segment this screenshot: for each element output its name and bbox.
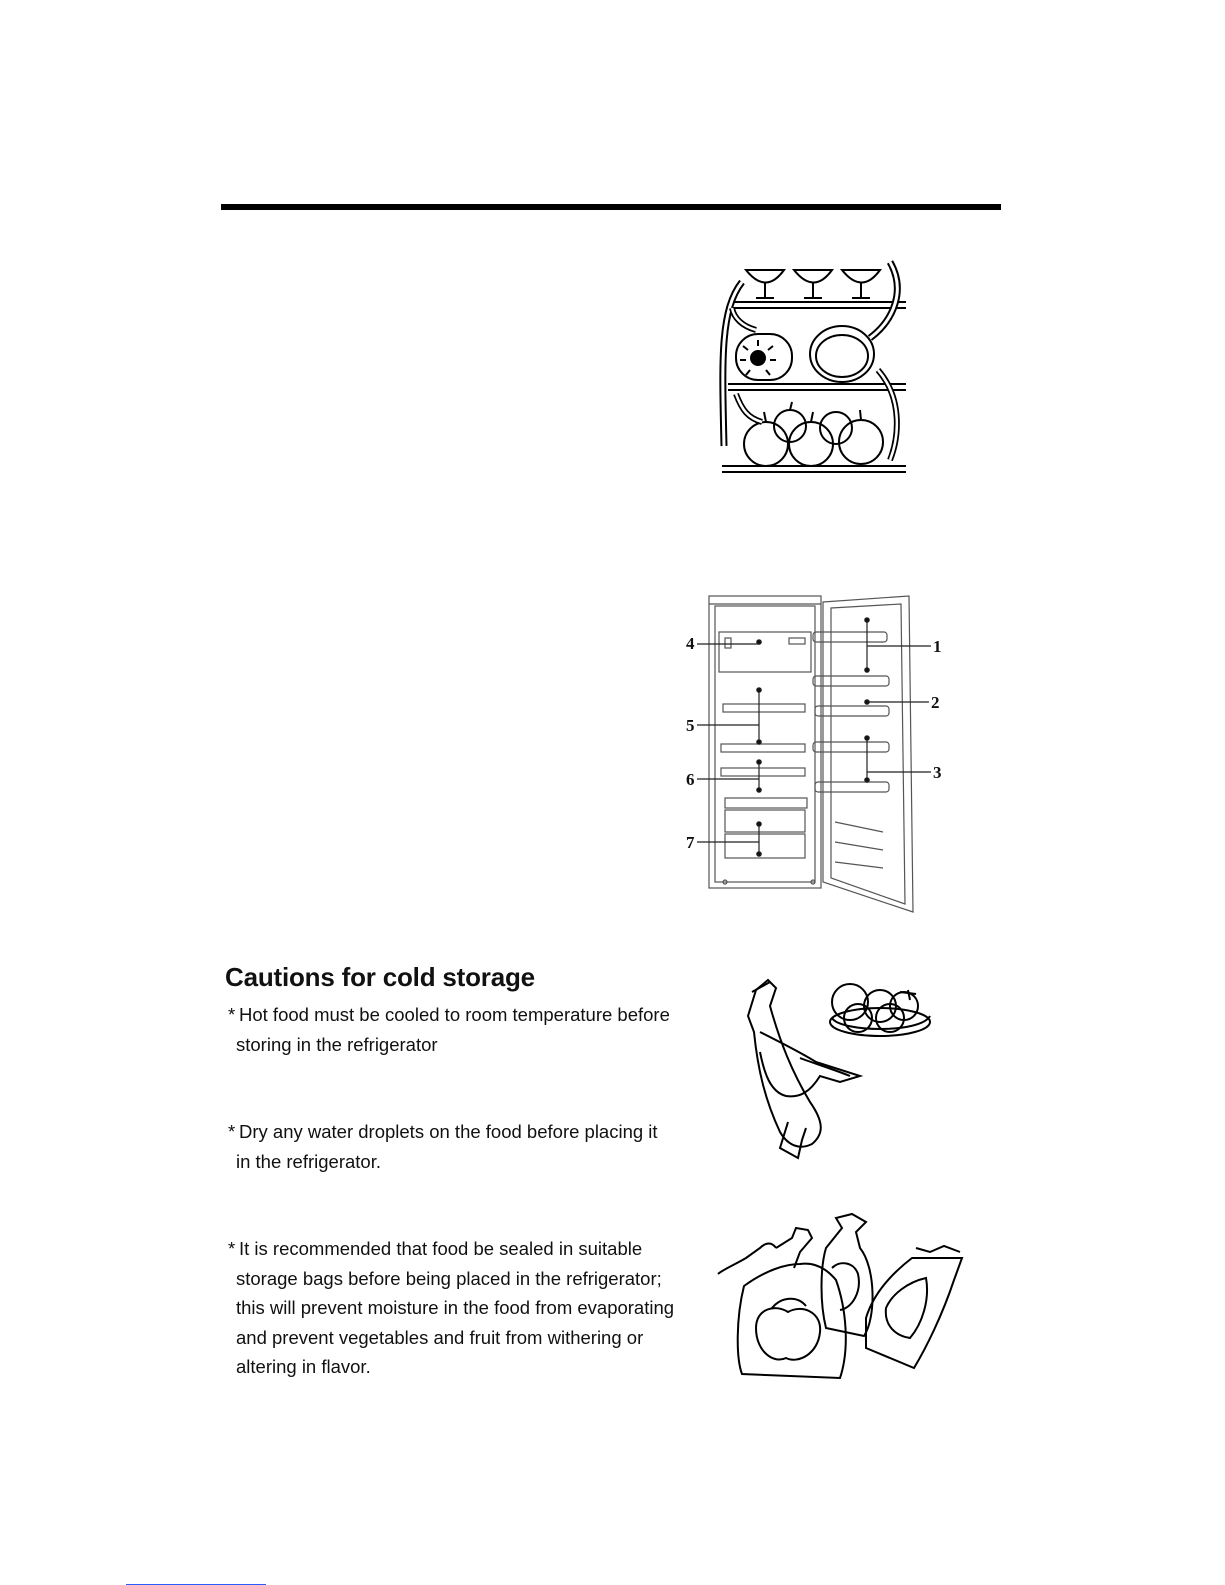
caution-line: Dry any water droplets on the food before placing it [239,1121,658,1142]
bullet: * [228,1121,236,1142]
bullet: * [228,1238,236,1259]
callout-7: 7 [686,833,695,852]
callout-5: 5 [686,716,695,735]
caution-line: in the refrigerator. [236,1150,381,1172]
caution-item-storage-bags [228,1234,698,1382]
caution-line: It is recommended that food be sealed in suitable [239,1238,643,1259]
top-rule [221,204,1001,210]
callout-2: 2 [931,693,940,712]
caution-line: storing in the refrigerator [236,1033,438,1055]
caution-line: storage bags before being placed in the refrigerator; [236,1267,662,1289]
callout-4: 4 [686,634,695,653]
air-circulation-illustration [718,250,918,482]
callout-1: 1 [933,637,942,656]
caution-item-dry-droplets [228,1117,698,1176]
bullet: * [228,1004,236,1025]
bottle-drying-illustration [740,972,938,1172]
caution-line: altering in flavor. [236,1356,371,1377]
storage-bags-illustration [716,1208,972,1384]
callout-6: 6 [686,770,695,789]
caution-line: and prevent vegetables and fruit from withering or [236,1326,644,1348]
refrigerator-parts-diagram [685,592,957,914]
cautions-heading: Cautions for cold storage [225,962,535,992]
callout-3: 3 [933,763,942,782]
caution-item-hot-food [228,1000,698,1059]
caution-line: Hot food must be cooled to room temperature before [239,1004,670,1025]
caution-line: this will prevent moisture in the food from evaporating [236,1297,675,1318]
